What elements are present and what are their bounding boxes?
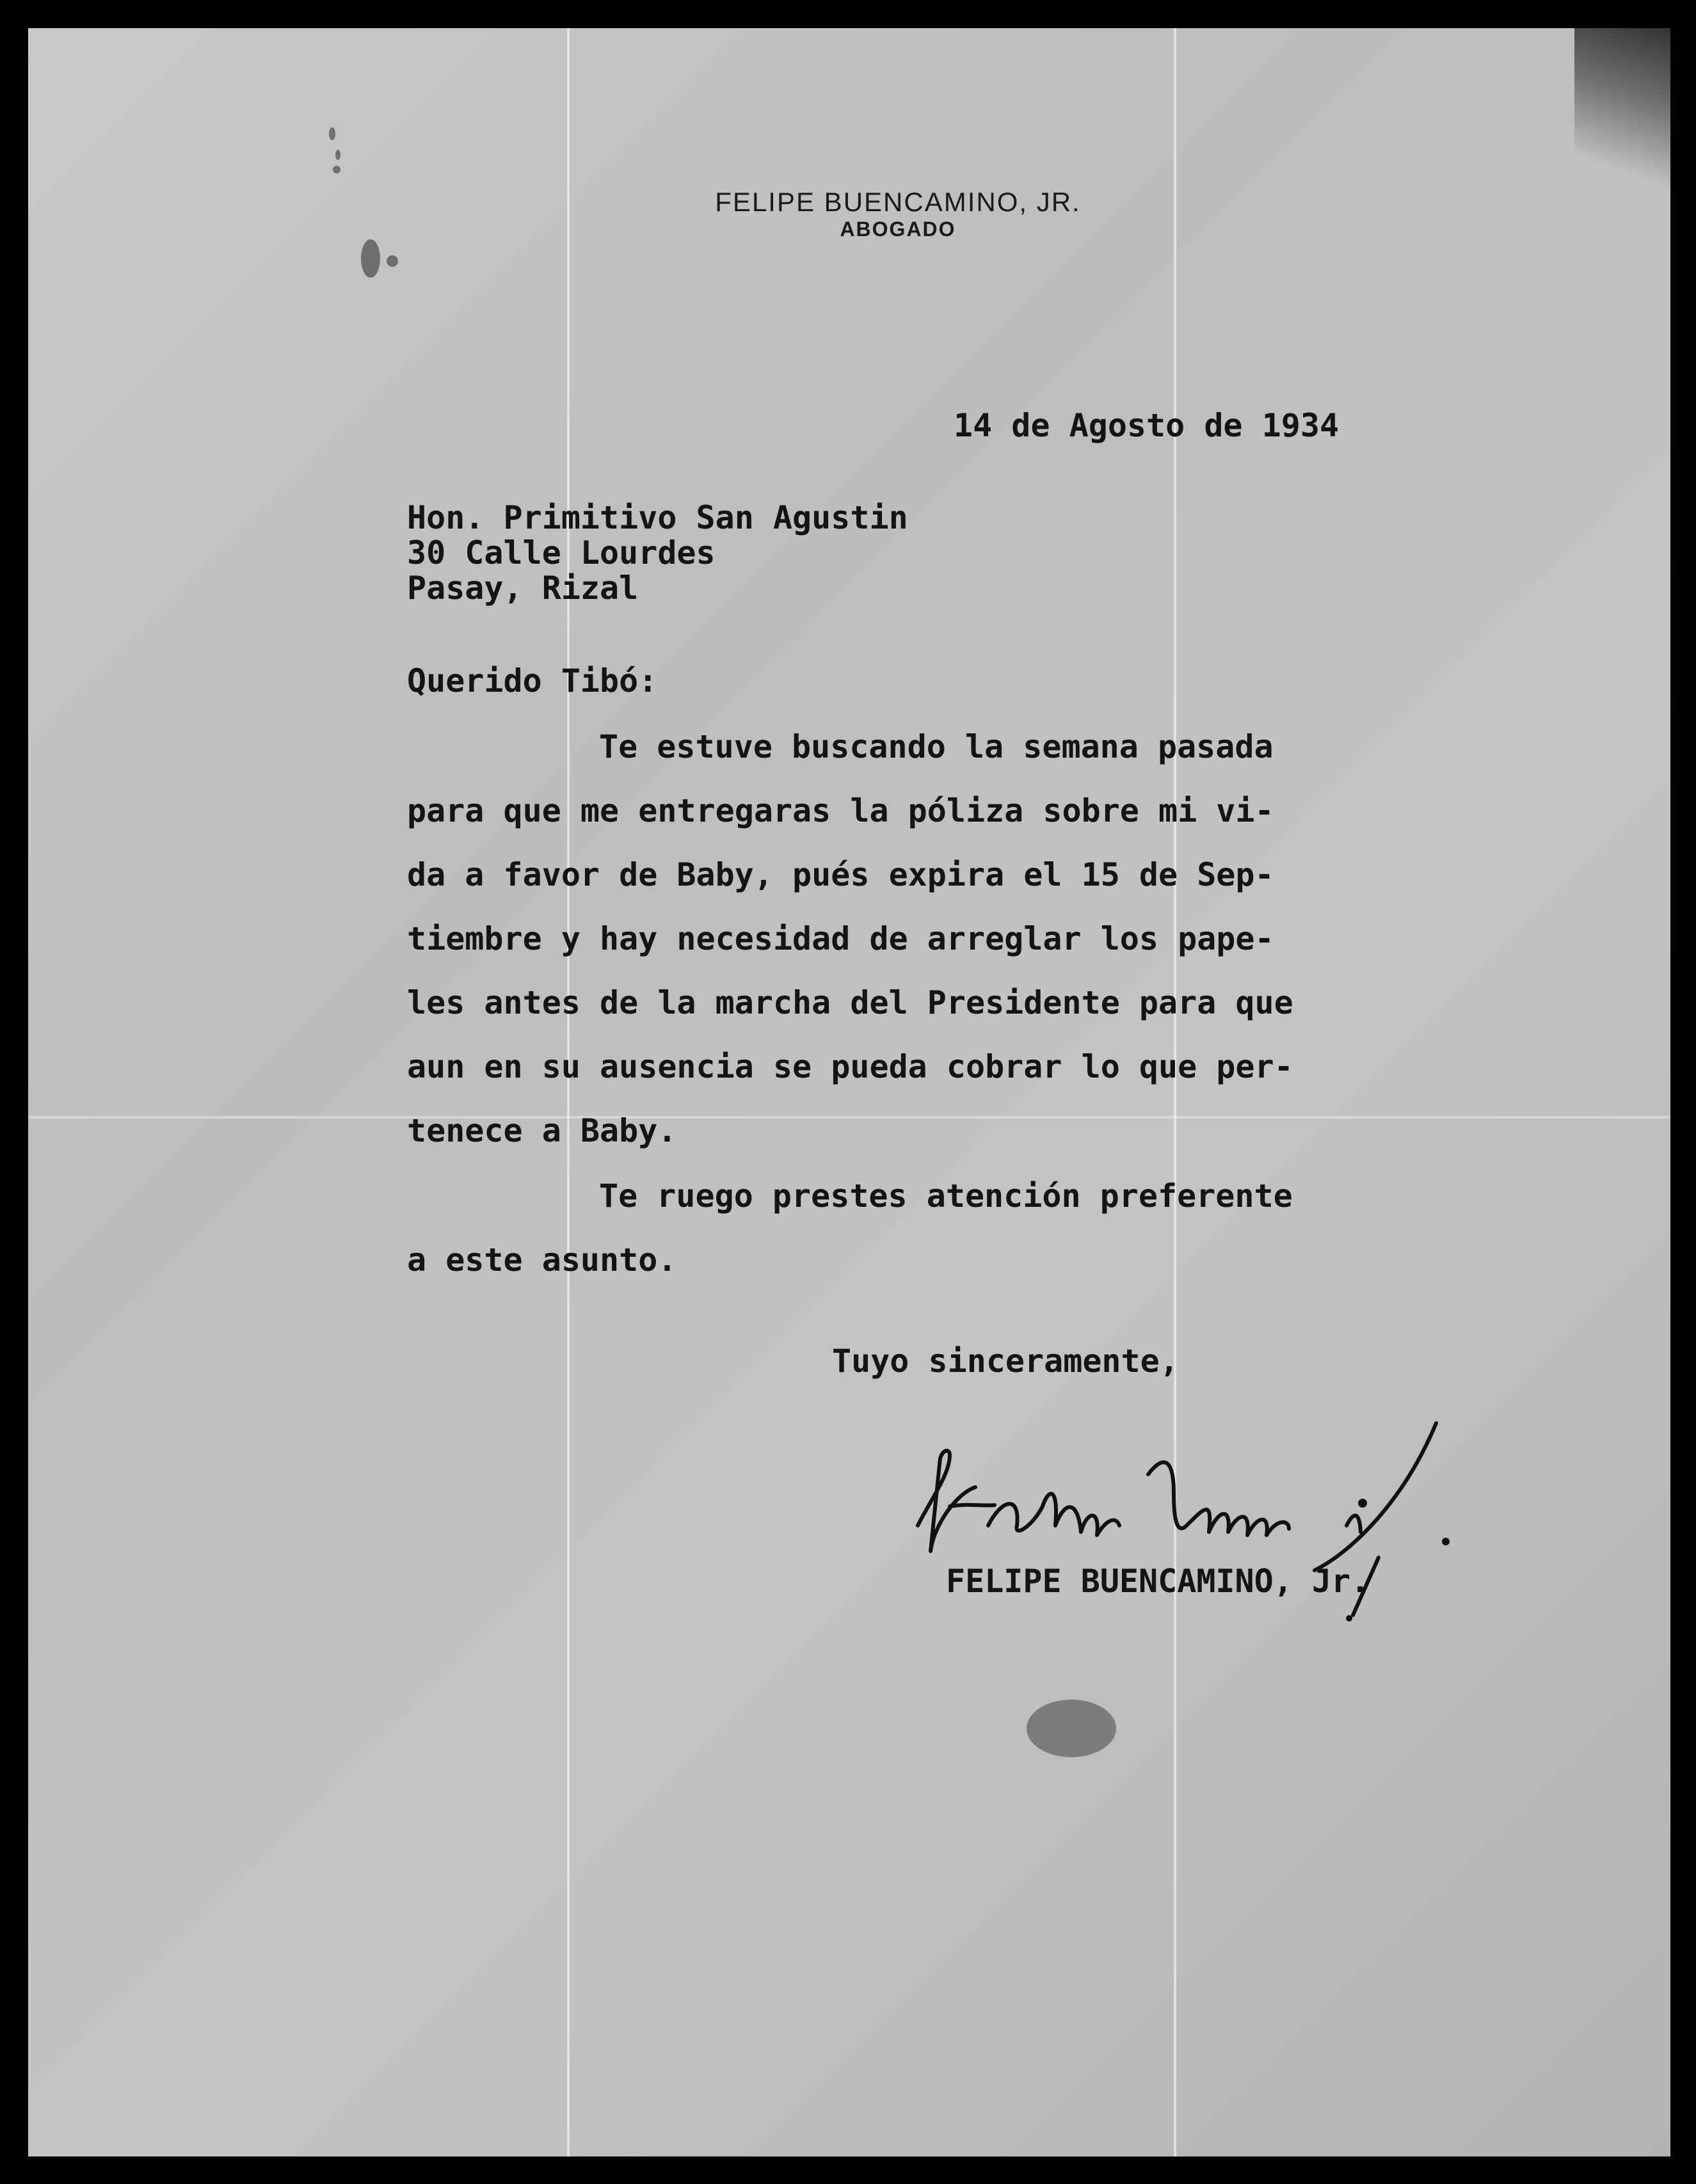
ink-stain [361, 239, 380, 278]
body-line: da a favor de Baby, pués expira el 15 de Sep- [407, 856, 1274, 893]
recipient-line-1: Hon. Primitivo San Agustin [407, 499, 908, 536]
fold-line-vertical-left [567, 28, 570, 2156]
body-line: tiembre y hay necesidad de arreglar los pape- [407, 920, 1274, 957]
letterhead-title: ABOGADO [840, 218, 956, 241]
recipient-line-3: Pasay, Rizal [407, 570, 639, 607]
salutation: Querido Tibó: [407, 662, 658, 699]
letter-date: 14 de Agosto de 1934 [954, 407, 1340, 444]
body-line: para que me entregaras la póliza sobre mi vi- [407, 792, 1274, 829]
water-stain [1027, 1700, 1116, 1757]
recipient-line-2: 30 Calle Lourdes [407, 534, 716, 571]
ink-spot [329, 127, 335, 140]
closing: Tuyo sinceramente, [832, 1343, 1179, 1380]
body-line: a este asunto. [407, 1241, 677, 1279]
body-line: Te ruego prestes atención preferente [599, 1177, 1293, 1215]
letterhead-name: FELIPE BUENCAMINO, JR. [715, 187, 1081, 217]
worn-corner [1574, 28, 1670, 195]
ink-spot [335, 150, 340, 160]
fold-line-vertical-right [1174, 28, 1176, 2156]
ink-spot [333, 166, 340, 173]
body-line: les antes de la marcha del Presidente para que [407, 984, 1293, 1021]
letter-page [28, 28, 1670, 2156]
body-line: aun en su ausencia se pueda cobrar lo que per- [407, 1048, 1293, 1085]
signature-name: FELIPE BUENCAMINO, Jr. [946, 1563, 1370, 1600]
body-line: tenece a Baby. [407, 1112, 677, 1149]
ink-stain [387, 255, 398, 267]
fold-line-horizontal [28, 1116, 1670, 1119]
body-line: Te estuve buscando la semana pasada [599, 728, 1274, 765]
